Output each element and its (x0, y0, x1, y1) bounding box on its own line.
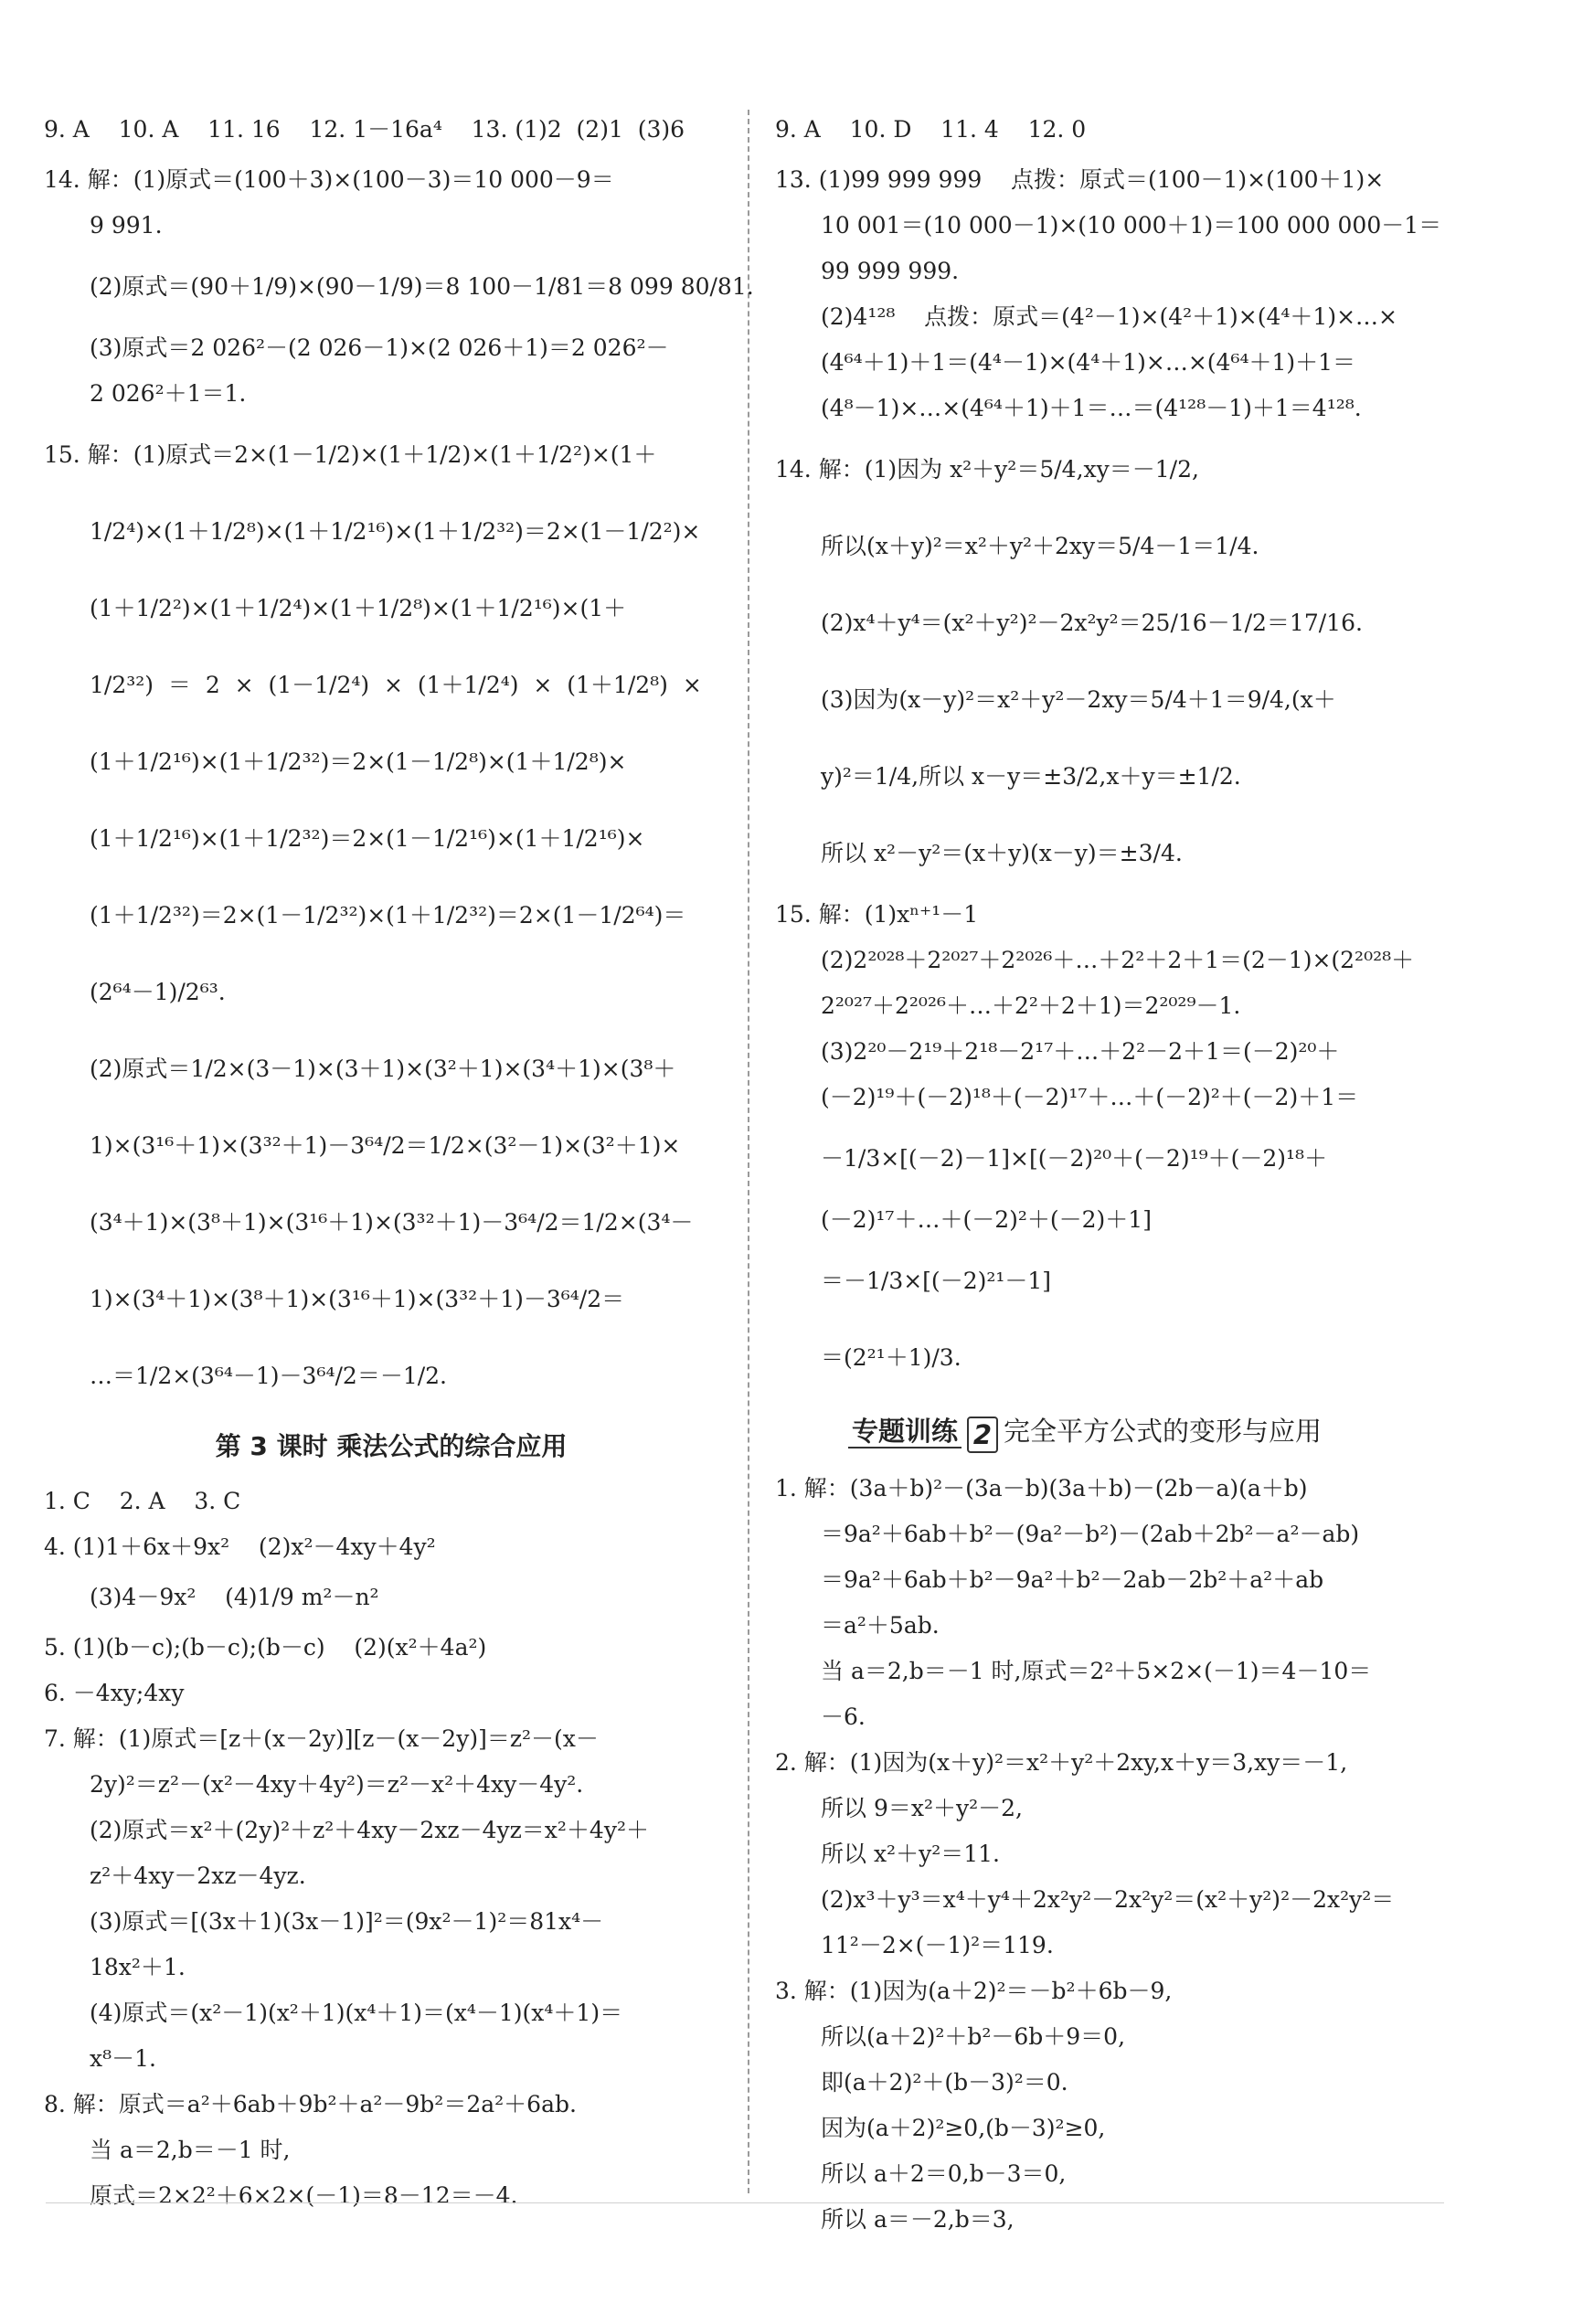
answer-line: …＝1/2×(3⁶⁴－1)－3⁶⁴/2＝－1/2. (90, 1363, 448, 1389)
answer-line: 9 991. (90, 212, 163, 239)
answer-line: 9. A 10. A 11. 16 12. 1－16a⁴ 13. (1)2 (2)1 (3)6 (44, 116, 685, 143)
answer-line: (3)2²⁰－2¹⁹＋2¹⁸－2¹⁷＋…＋2²－2＋1＝(－2)²⁰＋ (821, 1038, 1340, 1065)
right-column (775, 102, 1451, 2243)
right-top-block (775, 102, 1451, 1396)
answer-line: 因为(a＋2)²≥0,(b－3)²≥0, (821, 2115, 1106, 2141)
answer-line: 8. 解：原式＝a²＋6ab＋9b²＋a²－9b²＝2a²＋6ab. (44, 2091, 577, 2117)
answer-line: 3. 解：(1)因为(a＋2)²＝－b²＋6b－9, (775, 1978, 1173, 2004)
answer-line: ＝a²＋5ab. (821, 1612, 940, 1639)
answer-line: 10 001＝(10 000－1)×(10 000＋1)＝100 000 000－1＝ (821, 212, 1442, 239)
answer-line: 所以 x²－y²＝(x＋y)(x－y)＝±3/4. (821, 840, 1183, 866)
answer-line: 4. (1)1＋6x＋9x² (2)x²－4xy＋4y² (44, 1533, 436, 1560)
answer-line: 2y)²＝z²－(x²－4xy＋4y²)＝z²－x²＋4xy－4y². (90, 1771, 584, 1798)
answer-line: 当 a＝2,b＝－1 时,原式＝2²＋5×2×(－1)＝4－10＝ (821, 1658, 1372, 1684)
left-column (44, 102, 754, 2219)
answer-line: (4⁶⁴＋1)＋1＝(4⁴－1)×(4⁴＋1)×…×(4⁶⁴＋1)＋1＝ (821, 349, 1356, 376)
answer-line: 所以 a＝－2,b＝3, (821, 2206, 1015, 2233)
answer-line: (1＋1/2³²)＝2×(1－1/2³²)×(1＋1/2³²)＝2×(1－1/2⁶⁴)＝ (90, 902, 686, 929)
answer-line: 所以 x²＋y²＝11. (821, 1841, 1000, 1867)
special-training-heading (775, 1396, 1451, 1466)
answer-line: 1/2⁴)×(1＋1/2⁸)×(1＋1/2¹⁶)×(1＋1/2³²)＝2×(1－1/2²)× (90, 518, 701, 545)
answer-line: ＝－1/3×[(－2)²¹－1] (821, 1268, 1052, 1294)
answer-line: ＝(2²¹＋1)/3. (821, 1344, 961, 1371)
answer-line: 所以 9＝x²＋y²－2, (821, 1795, 1023, 1821)
special-training-number: 2 (967, 1417, 998, 1453)
answer-line: (2)原式＝x²＋(2y)²＋z²＋4xy－2xz－4yz＝x²＋4y²＋ (90, 1817, 649, 1843)
answer-line: 18x²＋1. (90, 1954, 186, 1980)
answer-line: 15. 解：(1)原式＝2×(1－1/2)×(1＋1/2)×(1＋1/2²)×(1＋ (44, 441, 657, 468)
answer-line: 99 999 999. (821, 258, 960, 284)
answer-line: 6. －4xy;4xy (44, 1680, 185, 1706)
answer-line: z²＋4xy－2xz－4yz. (90, 1862, 306, 1889)
answer-line: (3)4－9x² (4)1/9 m²－n² (90, 1584, 379, 1610)
section-heading: 第 3 课时 乘法公式的综合应用 (215, 1431, 568, 1461)
answer-line: 1/2³²) ＝ 2 × (1－1/2⁴) × (1＋1/2⁴) × (1＋1/2⁸) × (90, 672, 702, 698)
answer-line: 1)×(3⁴＋1)×(3⁸＋1)×(3¹⁶＋1)×(3³²＋1)－3⁶⁴/2＝ (90, 1286, 625, 1312)
answer-line: 14. 解：(1)原式＝(100＋3)×(100－3)＝10 000－9＝ (44, 166, 614, 193)
answer-line: (2)4¹²⁸ 点拨：原式＝(4²－1)×(4²＋1)×(4⁴＋1)×…× (821, 303, 1397, 330)
answer-line: (2)原式＝(90＋1/9)×(90－1/9)＝8 100－1/81＝8 099 80/81. (90, 273, 754, 300)
answer-line: 14. 解：(1)因为 x²＋y²＝5/4,xy＝－1/2, (775, 456, 1199, 483)
answer-line: (4⁸－1)×…×(4⁶⁴＋1)＋1＝…＝(4¹²⁸－1)＋1＝4¹²⁸. (821, 395, 1362, 421)
answer-line: x⁸－1. (90, 2045, 156, 2072)
answer-line: 7. 解：(1)原式＝[z＋(x－2y)][z－(x－2y)]＝z²－(x－ (44, 1725, 599, 1752)
page-bottom-rule (46, 2202, 1444, 2203)
answer-line: 13. (1)99 999 999 点拨：原式＝(100－1)×(100＋1)× (775, 166, 1385, 193)
answer-line: (－2)¹⁹＋(－2)¹⁸＋(－2)¹⁷＋…＋(－2)²＋(－2)＋1＝ (821, 1084, 1359, 1110)
answer-line: 11²－2×(－1)²＝119. (821, 1932, 1054, 1958)
answer-line: 所以(a＋2)²＋b²－6b＋9＝0, (821, 2023, 1126, 2050)
answer-line: 2²⁰²⁷＋2²⁰²⁶＋…＋2²＋2＋1)＝2²⁰²⁹－1. (821, 992, 1241, 1019)
answer-line: (1＋1/2²)×(1＋1/2⁴)×(1＋1/2⁸)×(1＋1/2¹⁶)×(1＋ (90, 595, 627, 621)
answer-line: y)²＝1/4,所以 x－y＝±3/2,x＋y＝±1/2. (821, 763, 1241, 790)
answer-line: 原式＝2×2²＋6×2×(－1)＝8－12＝－4. (90, 2182, 518, 2209)
answer-line: 5. (1)(b－c);(b－c);(b－c) (2)(x²＋4a²) (44, 1634, 487, 1661)
answer-line: (4)原式＝(x²－1)(x²＋1)(x⁴＋1)＝(x⁴－1)(x⁴＋1)＝ (90, 2000, 623, 2026)
answer-line: (－2)¹⁷＋…＋(－2)²＋(－2)＋1] (821, 1206, 1152, 1233)
special-training-title: 完全平方公式的变形与应用 (1004, 1416, 1323, 1447)
answer-line: 所以 a＋2＝0,b－3＝0, (821, 2160, 1067, 2187)
answer-line: (2)x³＋y³＝x⁴＋y⁴＋2x²y²－2x²y²＝(x²＋y²)²－2x²y²＝ (821, 1886, 1395, 1913)
answer-line: (3)原式＝[(3x＋1)(3x－1)]²＝(9x²－1)²＝81x⁴－ (90, 1908, 604, 1935)
answer-line: (3⁴＋1)×(3⁸＋1)×(3¹⁶＋1)×(3³²＋1)－3⁶⁴/2＝1/2×(3⁴－ (90, 1209, 694, 1236)
answer-line: 2 026²＋1＝1. (90, 380, 247, 407)
answer-line: ＝9a²＋6ab＋b²－9a²＋b²－2ab－2b²＋a²＋ab (821, 1566, 1324, 1593)
answer-line: (3)因为(x－y)²＝x²＋y²－2xy＝5/4＋1＝9/4,(x＋ (821, 686, 1336, 713)
answer-line: －6. (821, 1703, 866, 1730)
answer-line: ＝9a²＋6ab＋b²－(9a²－b²)－(2ab＋2b²－a²－ab) (821, 1521, 1360, 1547)
answer-line: (1＋1/2¹⁶)×(1＋1/2³²)＝2×(1－1/2⁸)×(1＋1/2⁸)× (90, 748, 627, 775)
answer-line: (2)x⁴＋y⁴＝(x²＋y²)²－2x²y²＝25/16－1/2＝17/16. (821, 610, 1363, 636)
answer-line: 当 a＝2,b＝－1 时, (90, 2137, 291, 2163)
special-training-tag: 专题训练 (848, 1416, 961, 1449)
answer-line: 即(a＋2)²＋(b－3)²＝0. (821, 2069, 1068, 2096)
right-bottom-block (775, 1466, 1451, 2243)
answer-line: 1. C 2. A 3. C (44, 1488, 241, 1514)
answer-line: 2. 解：(1)因为(x＋y)²＝x²＋y²＋2xy,x＋y＝3,xy＝－1, (775, 1749, 1348, 1776)
answer-line: (2)原式＝1/2×(3－1)×(3＋1)×(3²＋1)×(3⁴＋1)×(3⁸＋ (90, 1056, 676, 1082)
answer-line: 9. A 10. D 11. 4 12. 0 (775, 116, 1087, 143)
answer-line: 15. 解：(1)xⁿ⁺¹－1 (775, 901, 979, 928)
answer-line: (2⁶⁴－1)/2⁶³. (90, 979, 226, 1005)
answer-line: (2)2²⁰²⁸＋2²⁰²⁷＋2²⁰²⁶＋…＋2²＋2＋1＝(2－1)×(2²⁰²⁸＋ (821, 947, 1415, 973)
answer-line: 1. 解：(3a＋b)²－(3a－b)(3a＋b)－(2b－a)(a＋b) (775, 1475, 1308, 1502)
answer-line: (1＋1/2¹⁶)×(1＋1/2³²)＝2×(1－1/2¹⁶)×(1＋1/2¹⁶)× (90, 825, 645, 852)
column-divider (748, 110, 749, 2193)
answer-line: －1/3×[(－2)－1]×[(－2)²⁰＋(－2)¹⁹＋(－2)¹⁸＋ (821, 1145, 1328, 1172)
answer-line: 1)×(3¹⁶＋1)×(3³²＋1)－3⁶⁴/2＝1/2×(3²－1)×(3²＋1)× (90, 1132, 681, 1159)
answer-line: 所以(x＋y)²＝x²＋y²＋2xy＝5/4－1＝1/4. (821, 533, 1259, 559)
answer-line: (3)原式＝2 026²－(2 026－1)×(2 026＋1)＝2 026²－ (90, 334, 669, 361)
